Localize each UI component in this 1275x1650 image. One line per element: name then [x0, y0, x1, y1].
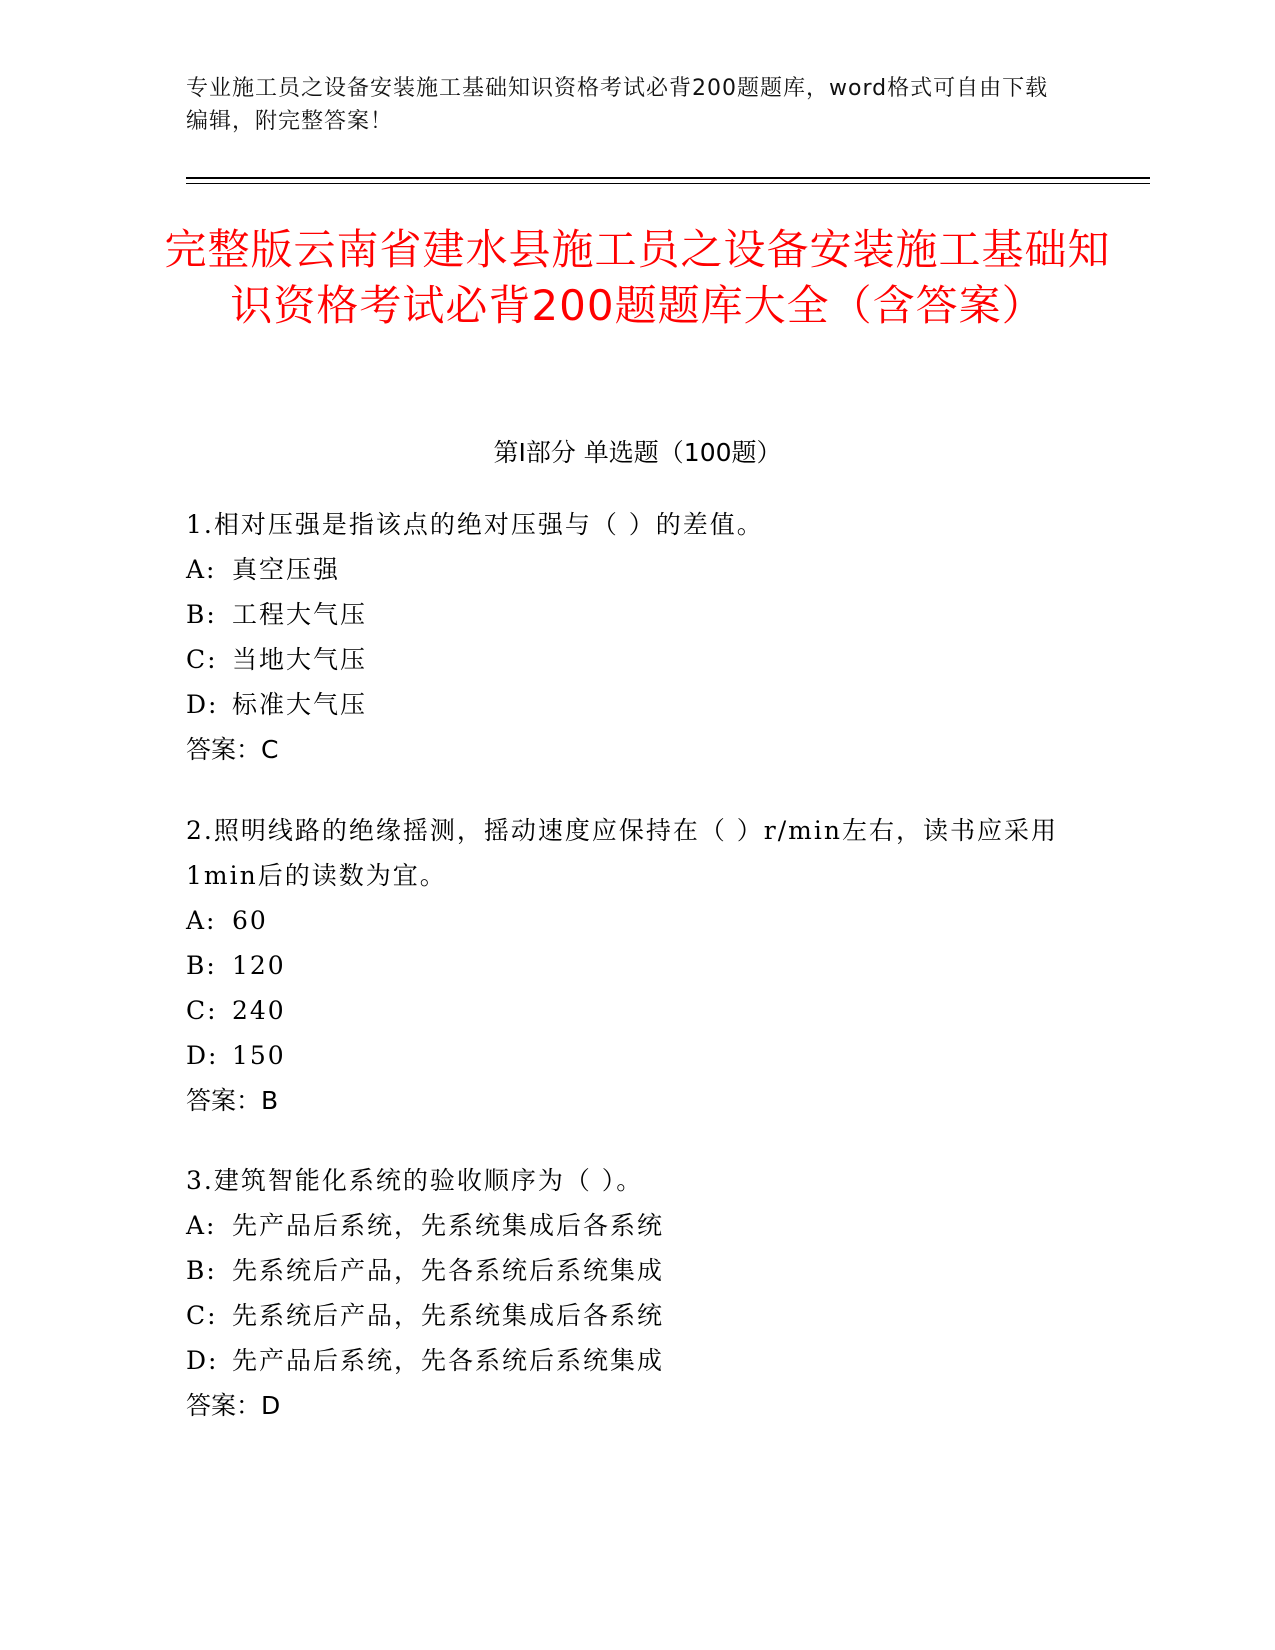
answer-line: 答案：D [186, 1391, 281, 1420]
option-b [186, 592, 1066, 637]
question-stem: 3.建筑智能化系统的验收顺序为（ ）。 [186, 1166, 644, 1195]
document-title: 完整版云南省建水县施工员之设备安装施工基础知识资格考试必背200题题库大全（含答案） [164, 225, 1111, 330]
option-letter: A: [186, 1211, 217, 1240]
option-letter: C: [186, 996, 218, 1025]
option-text: 先系统后产品，先系统集成后各系统 [232, 1301, 665, 1330]
option-text: 先系统后产品，先各系统后系统集成 [232, 1256, 665, 1285]
header-rule-thin [186, 183, 1150, 184]
option-d [186, 1338, 1066, 1383]
option-letter: B: [186, 600, 217, 629]
question-stem: 1.相对压强是指该点的绝对压强与（ ）的差值。 [186, 510, 764, 539]
option-c [186, 637, 1066, 682]
option-text: 真空压强 [232, 555, 341, 584]
question-stem: 2.照明线路的绝缘摇测，摇动速度应保持在（ ）r/min左右，读书应采用1min后的读数为宜。 [186, 816, 1058, 890]
option-letter: C: [186, 645, 218, 674]
answer-line: 答案：C [186, 735, 279, 764]
option-a [186, 547, 1066, 592]
option-b [186, 943, 1066, 988]
option-letter: D: [186, 690, 219, 719]
question-1 [186, 502, 1066, 772]
option-letter: B: [186, 1256, 217, 1285]
option-text: 当地大气压 [232, 645, 368, 674]
header-rule-thick [186, 177, 1150, 179]
option-text: 60 [232, 906, 268, 935]
option-letter: A: [186, 555, 217, 584]
option-a [186, 898, 1066, 943]
header-note: 专业施工员之设备安装施工基础知识资格考试必背200题题库，word格式可自由下载编辑，附完整答案！ [186, 76, 1049, 134]
option-text: 工程大气压 [232, 600, 368, 629]
option-letter: D: [186, 1346, 219, 1375]
option-b [186, 1248, 1066, 1293]
option-text: 先产品后系统，先各系统后系统集成 [232, 1346, 665, 1375]
option-letter: C: [186, 1301, 218, 1330]
question-3 [186, 1158, 1066, 1428]
option-a [186, 1203, 1066, 1248]
option-text: 150 [232, 1041, 286, 1070]
answer-line: 答案：B [186, 1086, 279, 1115]
option-text: 120 [232, 951, 286, 980]
option-c [186, 1293, 1066, 1338]
question-2 [186, 808, 1066, 1123]
option-d [186, 682, 1066, 727]
option-letter: D: [186, 1041, 219, 1070]
option-c [186, 988, 1066, 1033]
section-heading: 第I部分 单选题（100题） [493, 438, 782, 467]
option-text: 先产品后系统，先系统集成后各系统 [232, 1211, 665, 1240]
option-letter: A: [186, 906, 217, 935]
option-text: 240 [232, 996, 286, 1025]
option-letter: B: [186, 951, 217, 980]
option-d [186, 1033, 1066, 1078]
option-text: 标准大气压 [232, 690, 368, 719]
